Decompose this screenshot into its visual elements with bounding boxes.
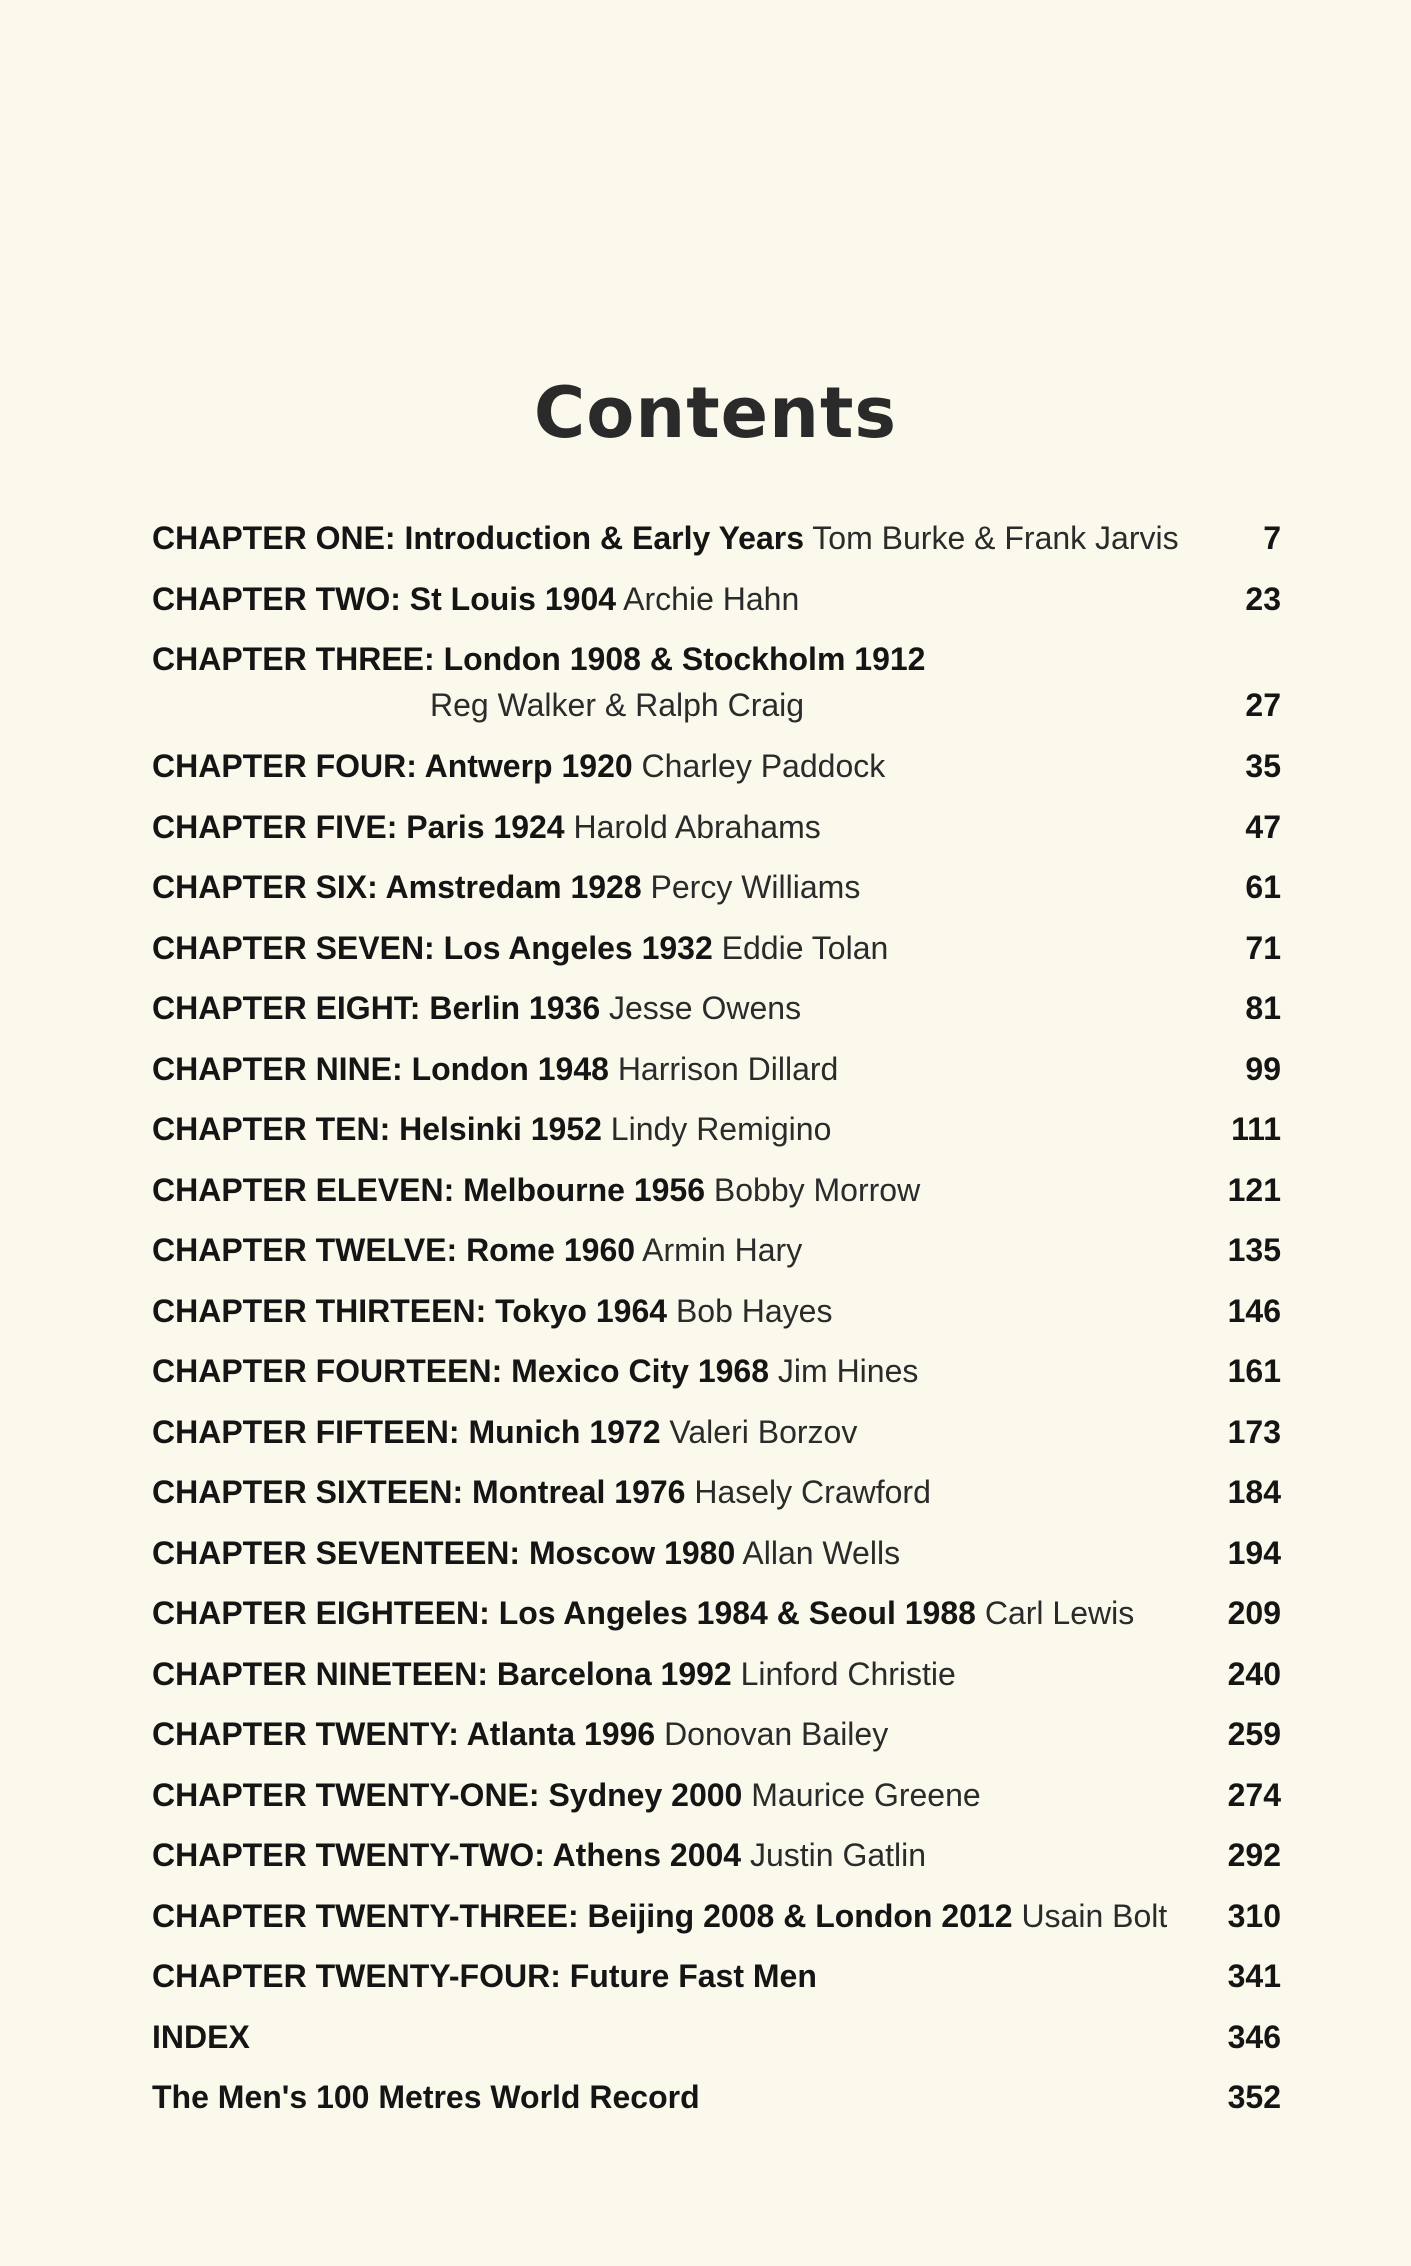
- chapter-author: Valeri Borzov: [669, 1413, 858, 1450]
- toc-entry-5: [0, 797, 1411, 858]
- chapter-author: Jim Hines: [777, 1353, 919, 1389]
- toc-entry-22: [0, 1825, 1411, 1886]
- toc-entry-11: [0, 1160, 1411, 1221]
- table-of-contents: [0, 508, 1411, 2128]
- chapter-title: CHAPTER ELEVEN: Melbourne 1956: [152, 1171, 705, 1208]
- page-number: 99: [1245, 1050, 1281, 1087]
- page-number: 135: [1227, 1232, 1281, 1268]
- chapter-title: CHAPTER SEVENTEEN: Moscow 1980: [152, 1534, 736, 1571]
- chapter-title: CHAPTER FIFTEEN: Munich 1972: [152, 1413, 661, 1450]
- chapter-author: Hasely Crawford: [694, 1474, 931, 1510]
- chapter-author: Harrison Dillard: [617, 1050, 839, 1087]
- page-number: 35: [1245, 748, 1281, 784]
- page-number: 209: [1227, 1595, 1281, 1631]
- chapter-title: CHAPTER TEN: Helsinki 1952: [152, 1111, 602, 1147]
- chapter-author: Justin Gatlin: [749, 1837, 927, 1873]
- chapter-author: Linford Christie: [740, 1655, 956, 1692]
- chapter-author: Percy Williams: [650, 869, 861, 905]
- page-number: 173: [1227, 1413, 1281, 1450]
- toc-entry-14: [0, 1341, 1411, 1402]
- toc-entry-7: [0, 918, 1411, 979]
- toc-entry-1: [0, 508, 1411, 569]
- chapter-title: CHAPTER TWENTY: Atlanta 1996: [152, 1716, 656, 1752]
- toc-entry-2: [0, 569, 1411, 630]
- chapter-title: CHAPTER TWENTY-TWO: Athens 2004: [152, 1837, 742, 1873]
- toc-entry-24: [0, 1946, 1411, 2007]
- chapter-title: The Men's 100 Metres World Record: [152, 2079, 700, 2115]
- page-number: 346: [1227, 2018, 1281, 2055]
- page-number: 111: [1231, 1111, 1281, 1147]
- page-number: 121: [1227, 1171, 1281, 1208]
- chapter-author: Reg Walker & Ralph Craig: [430, 687, 805, 723]
- toc-entry-index: [0, 2007, 1411, 2068]
- page-number: 310: [1227, 1897, 1281, 1934]
- chapter-author: Carl Lewis: [984, 1595, 1135, 1631]
- chapter-title: CHAPTER ONE: Introduction & Early Years: [152, 520, 804, 556]
- page-number: 146: [1227, 1292, 1281, 1329]
- toc-entry-4: [0, 736, 1411, 797]
- chapter-author: Archie Hahn: [623, 580, 800, 617]
- page-number: 240: [1227, 1655, 1281, 1692]
- toc-entry-12: [0, 1220, 1411, 1281]
- page-number: 27: [1245, 687, 1281, 723]
- page-number: 61: [1245, 869, 1281, 905]
- chapter-author: Harold Abrahams: [573, 808, 821, 845]
- chapter-title: CHAPTER TWELVE: Rome 1960: [152, 1232, 636, 1268]
- toc-entry-21: [0, 1765, 1411, 1826]
- chapter-title: CHAPTER THIRTEEN: Tokyo 1964: [152, 1292, 668, 1329]
- page-number: 194: [1227, 1534, 1281, 1571]
- toc-entry-17: [0, 1523, 1411, 1584]
- chapter-title: CHAPTER SIXTEEN: Montreal 1976: [152, 1474, 686, 1510]
- chapter-title: CHAPTER FIVE: Paris 1924: [152, 808, 565, 845]
- page-number: 292: [1227, 1837, 1281, 1873]
- chapter-author: Donovan Bailey: [664, 1716, 889, 1752]
- chapter-author: Lindy Remigino: [610, 1111, 832, 1147]
- chapter-title: CHAPTER TWENTY-ONE: Sydney 2000: [152, 1776, 743, 1813]
- chapter-title: CHAPTER NINE: London 1948: [152, 1050, 609, 1087]
- toc-entry-13: [0, 1281, 1411, 1342]
- toc-entry-23: [0, 1886, 1411, 1947]
- chapter-author: Allan Wells: [742, 1534, 901, 1571]
- toc-entry-19: [0, 1644, 1411, 1705]
- page-number: 274: [1227, 1776, 1281, 1813]
- page-number: 47: [1245, 808, 1281, 845]
- chapter-author: Usain Bolt: [1021, 1897, 1168, 1934]
- page-number: 341: [1227, 1958, 1281, 1994]
- chapter-title: CHAPTER EIGHTEEN: Los Angeles 1984 & Seoul 1988: [152, 1595, 976, 1631]
- chapter-title: CHAPTER TWO: St Louis 1904: [152, 580, 617, 617]
- toc-entry-20: [0, 1704, 1411, 1765]
- toc-entry-3: [0, 629, 1411, 736]
- page-number: 71: [1245, 929, 1281, 966]
- page-number: 352: [1227, 2079, 1281, 2115]
- chapter-title: CHAPTER SEVEN: Los Angeles 1932: [152, 929, 713, 966]
- chapter-title: CHAPTER TWENTY-THREE: Beijing 2008 & London 2012: [152, 1897, 1013, 1934]
- toc-entry-8: [0, 978, 1411, 1039]
- chapter-title: CHAPTER FOUR: Antwerp 1920: [152, 748, 633, 784]
- page-number: 259: [1227, 1716, 1281, 1752]
- toc-entry-10: [0, 1099, 1411, 1160]
- chapter-title: CHAPTER EIGHT: Berlin 1936: [152, 990, 601, 1026]
- page-number: 161: [1227, 1353, 1281, 1389]
- toc-entry-18: [0, 1583, 1411, 1644]
- chapter-title: CHAPTER FOURTEEN: Mexico City 1968: [152, 1353, 770, 1389]
- toc-entry-16: [0, 1462, 1411, 1523]
- chapter-author: Armin Hary: [642, 1232, 803, 1268]
- chapter-title: INDEX: [152, 2018, 250, 2055]
- page-title: Contents: [533, 372, 898, 454]
- page-number: 7: [1263, 520, 1281, 556]
- page-number: 23: [1245, 580, 1281, 617]
- chapter-author: Eddie Tolan: [721, 929, 889, 966]
- chapter-author: Maurice Greene: [751, 1776, 981, 1813]
- chapter-author: Tom Burke & Frank Jarvis: [812, 520, 1179, 556]
- chapter-author: Bobby Morrow: [713, 1171, 921, 1208]
- toc-entry-world-record: [0, 2067, 1411, 2128]
- chapter-title: CHAPTER TWENTY-FOUR: Future Fast Men: [152, 1958, 817, 1994]
- chapter-author: Bob Hayes: [675, 1292, 833, 1329]
- chapter-author: Jesse Owens: [609, 990, 802, 1026]
- chapter-title: CHAPTER THREE: London 1908 & Stockholm 1912: [152, 641, 926, 677]
- chapter-title: CHAPTER NINETEEN: Barcelona 1992: [152, 1655, 732, 1692]
- toc-entry-15: [0, 1402, 1411, 1463]
- toc-entry-6: [0, 857, 1411, 918]
- chapter-title: CHAPTER SIX: Amstredam 1928: [152, 869, 642, 905]
- page-number: 184: [1227, 1474, 1281, 1510]
- page-number: 81: [1245, 990, 1281, 1026]
- chapter-author: Charley Paddock: [641, 748, 886, 784]
- toc-entry-9: [0, 1039, 1411, 1100]
